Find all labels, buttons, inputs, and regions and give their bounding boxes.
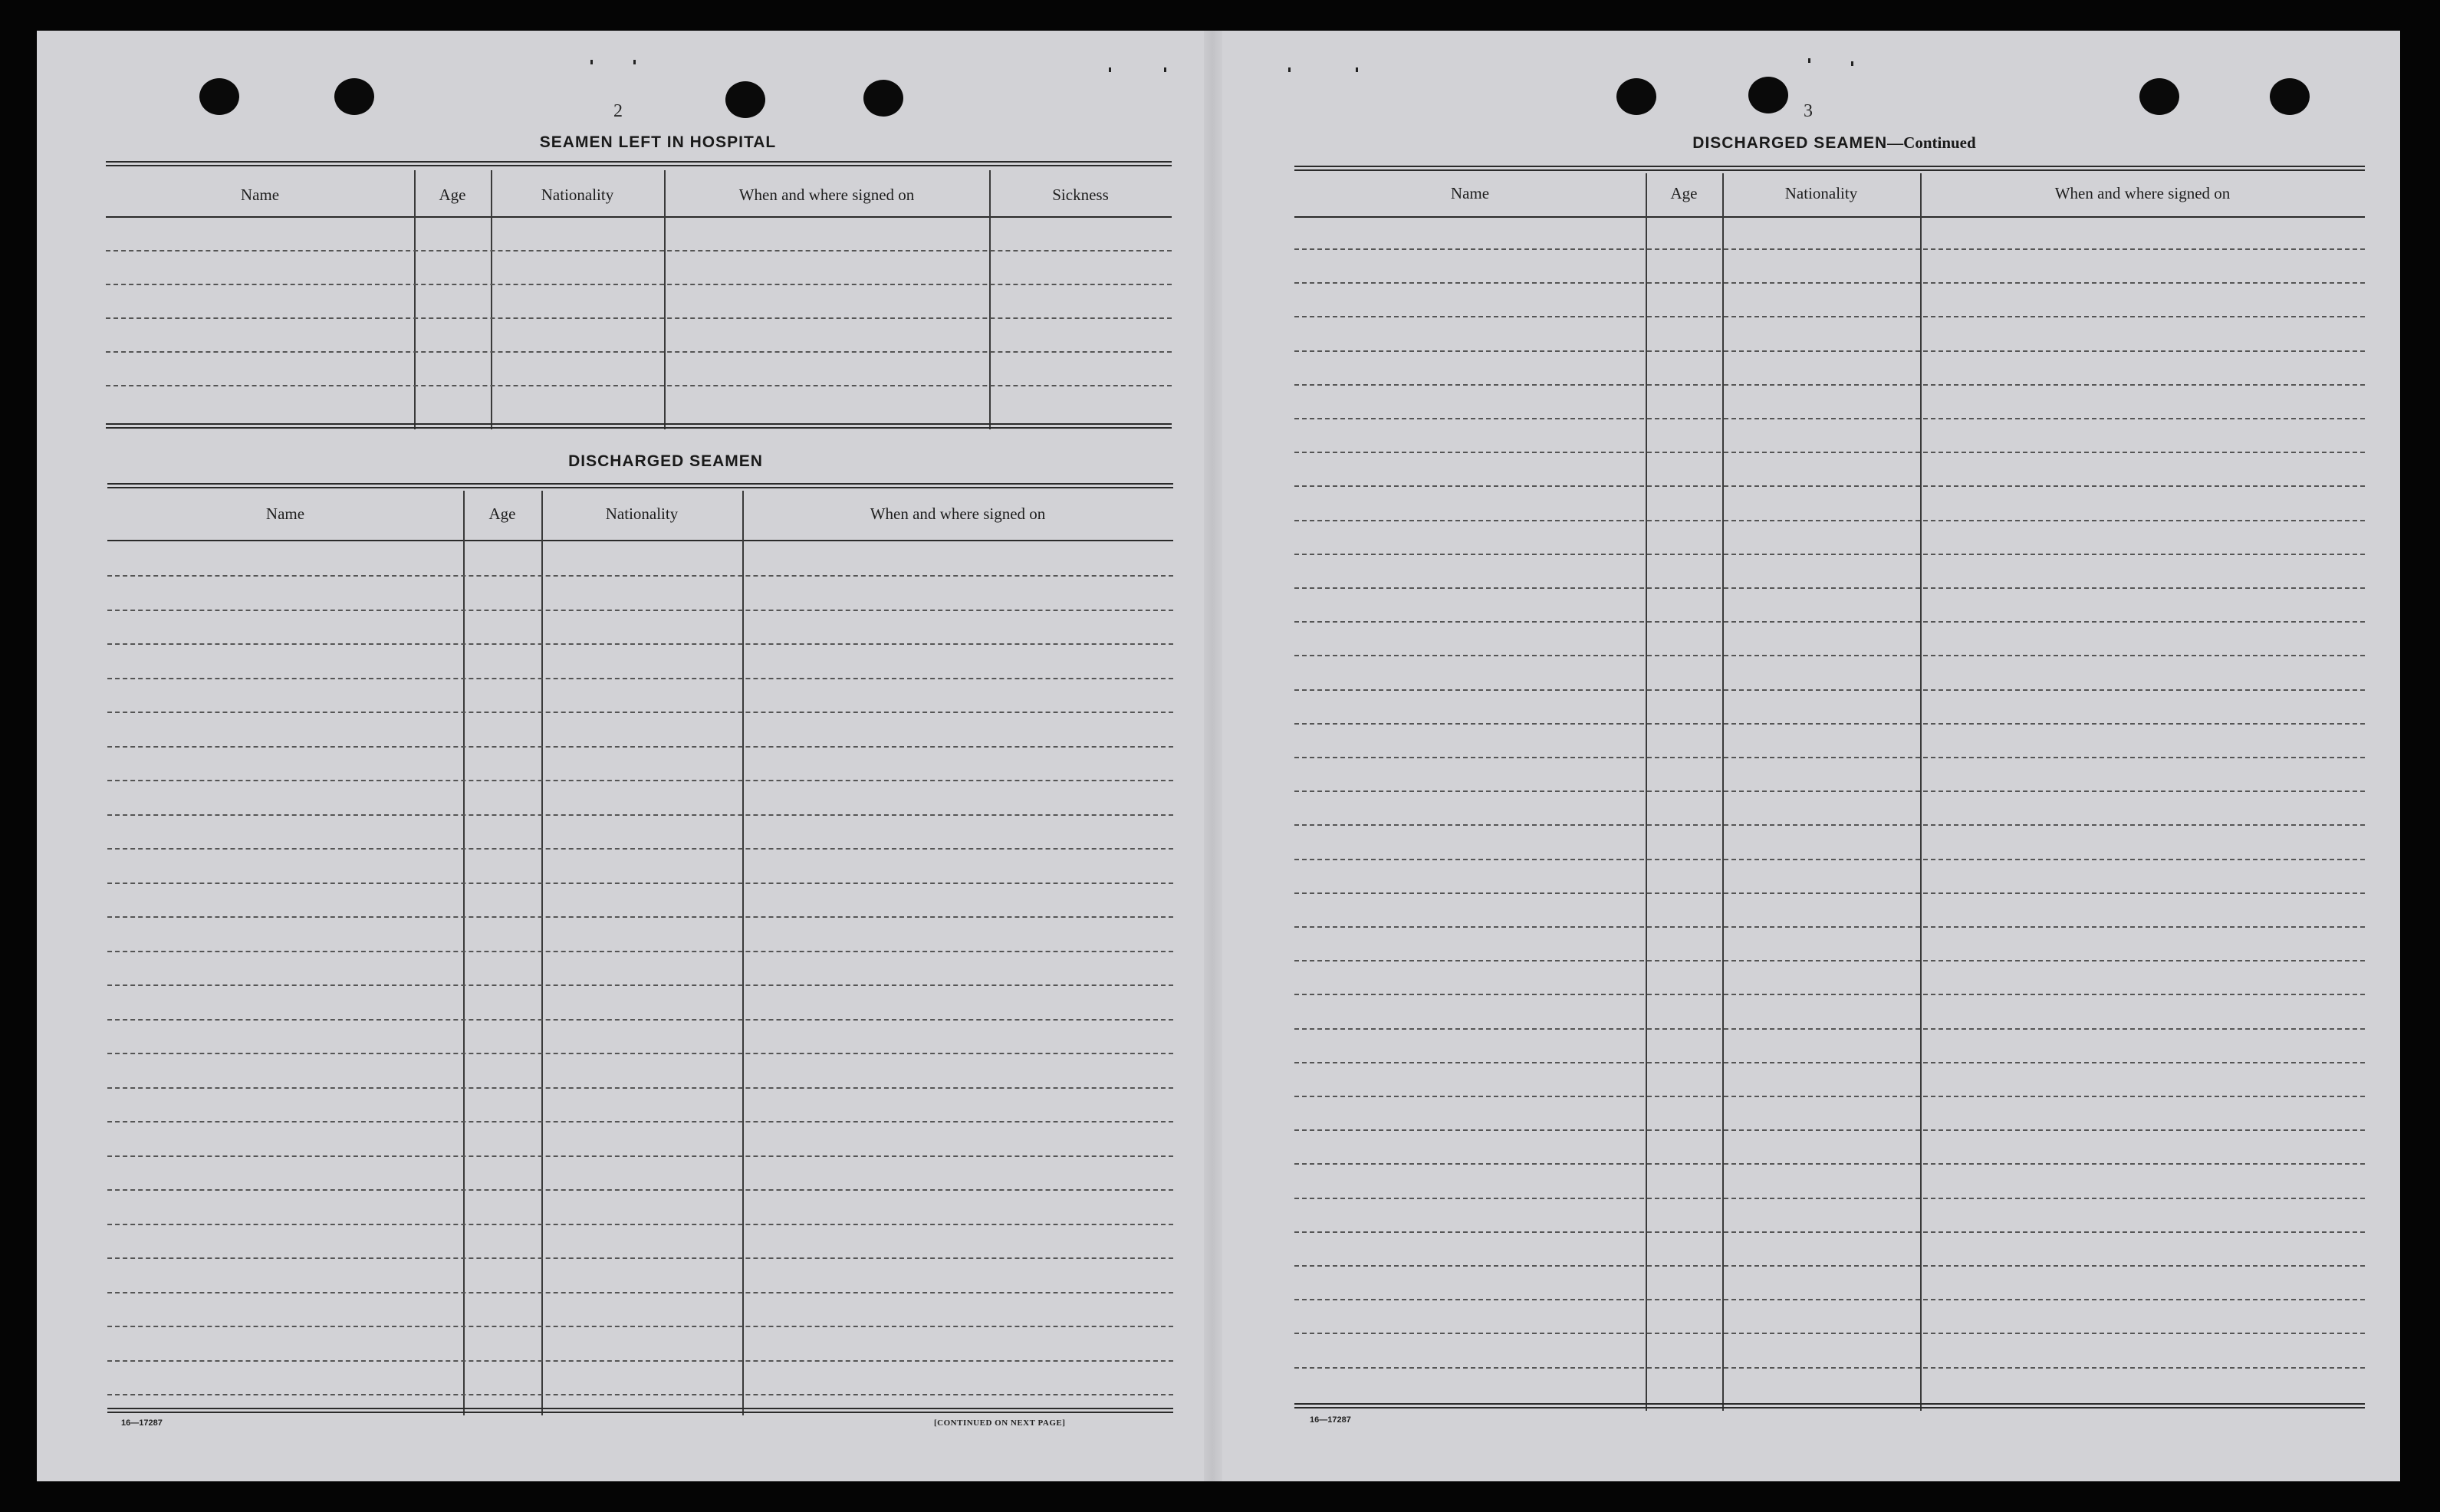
continued-suffix: —Continued <box>1887 133 1976 152</box>
ink-mark <box>1164 67 1166 72</box>
hospital-table <box>106 170 1172 429</box>
table-row <box>1294 452 2365 453</box>
column-header-nationality: Nationality <box>605 505 679 523</box>
table-row <box>107 575 1173 577</box>
table-row <box>1294 350 2365 352</box>
table-row <box>1294 316 2365 317</box>
table-row <box>107 780 1173 781</box>
table-row <box>107 1394 1173 1395</box>
column-header-when-where: When and where signed on <box>2054 184 2231 202</box>
table-row <box>1294 1096 2365 1097</box>
ink-mark <box>1356 67 1358 72</box>
punch-hole <box>2139 78 2179 115</box>
table-row <box>1294 960 2365 961</box>
column-header-when-where: When and where signed on <box>870 505 1046 523</box>
table-row <box>1294 859 2365 860</box>
table-row <box>107 1326 1173 1327</box>
table-row <box>1294 994 2365 995</box>
table-row <box>107 951 1173 952</box>
table-row <box>1294 248 2365 250</box>
punch-hole <box>334 78 374 115</box>
table-row <box>107 746 1173 748</box>
table-row <box>107 984 1173 986</box>
table-row <box>107 883 1173 884</box>
table-row <box>106 385 1172 386</box>
table-row <box>1294 1028 2365 1030</box>
punch-hole <box>1748 77 1788 113</box>
hospital-section-title: SEAMEN LEFT IN HOSPITAL <box>539 133 777 151</box>
table-row <box>1294 282 2365 284</box>
ink-mark <box>1851 61 1853 66</box>
table-row <box>1294 926 2365 928</box>
column-divider <box>491 170 492 429</box>
table-row <box>107 610 1173 611</box>
table-row <box>1294 757 2365 758</box>
table-row <box>107 1257 1173 1259</box>
discharged-top-rule <box>107 483 1173 488</box>
punch-hole <box>199 78 239 115</box>
ink-mark <box>1808 58 1810 63</box>
right-top-rule <box>1294 166 2365 171</box>
punch-hole <box>2270 78 2310 115</box>
table-row <box>107 848 1173 850</box>
table-row <box>107 643 1173 645</box>
table-row <box>1294 1198 2365 1199</box>
ink-mark <box>633 60 636 64</box>
table-row <box>1294 554 2365 555</box>
table-bottom-rule <box>106 423 1172 429</box>
column-divider <box>664 170 666 429</box>
table-row <box>107 1292 1173 1293</box>
column-divider <box>989 170 991 429</box>
table-row <box>106 317 1172 319</box>
table-row <box>107 712 1173 713</box>
column-header-sickness: Sickness <box>1052 186 1109 204</box>
form-number-right: 16—17287 <box>1310 1415 1351 1425</box>
ink-mark <box>1109 67 1111 72</box>
discharged-section-title: DISCHARGED SEAMEN <box>568 452 763 470</box>
table-row <box>1294 621 2365 623</box>
column-divider <box>463 491 465 1415</box>
table-row <box>1294 485 2365 487</box>
table-row <box>1294 418 2365 419</box>
column-header-age: Age <box>488 505 516 523</box>
page-number-left: 2 <box>613 101 623 121</box>
table-row <box>1294 1231 2365 1233</box>
punch-hole <box>725 81 765 118</box>
discharged-continued-title-main: DISCHARGED SEAMEN <box>1692 134 1888 152</box>
table-row <box>1294 587 2365 589</box>
column-divider <box>541 491 543 1415</box>
column-divider <box>742 491 744 1415</box>
page-fold <box>1204 31 1222 1481</box>
table-row <box>1294 1062 2365 1063</box>
column-header-nationality: Nationality <box>541 186 614 204</box>
column-header-nationality: Nationality <box>1784 184 1858 202</box>
table-row <box>107 1121 1173 1122</box>
discharged-continued-table <box>1294 173 2365 1411</box>
column-header-age: Age <box>1670 184 1698 202</box>
table-row <box>106 284 1172 285</box>
table-row <box>1294 1265 2365 1267</box>
table-row <box>106 351 1172 353</box>
form-sheet <box>37 31 2400 1481</box>
table-row <box>107 1087 1173 1089</box>
punch-hole <box>1616 78 1656 115</box>
table-row <box>107 1189 1173 1191</box>
table-row <box>107 678 1173 679</box>
table-row <box>1294 689 2365 691</box>
table-row <box>1294 655 2365 656</box>
discharged-continued-title <box>1290 133 2379 153</box>
table-bottom-rule <box>1294 1403 2365 1408</box>
table-row <box>107 916 1173 918</box>
table-row <box>107 1224 1173 1225</box>
form-number-left: 16—17287 <box>121 1418 163 1428</box>
column-header-age: Age <box>439 186 466 204</box>
table-row <box>107 1019 1173 1021</box>
table-row <box>106 250 1172 251</box>
column-header-name: Name <box>1450 184 1490 202</box>
discharged-table <box>107 491 1173 1415</box>
ink-mark <box>1288 67 1291 72</box>
table-row <box>1294 824 2365 826</box>
table-row <box>1294 1367 2365 1369</box>
table-row <box>1294 384 2365 386</box>
table-row <box>1294 1333 2365 1334</box>
table-row <box>107 814 1173 816</box>
table-row <box>1294 520 2365 521</box>
continued-note: [CONTINUED ON NEXT PAGE] <box>934 1418 1066 1428</box>
column-header-name: Name <box>265 505 305 523</box>
column-divider <box>414 170 416 429</box>
table-row <box>107 1155 1173 1157</box>
table-row <box>107 1360 1173 1362</box>
column-header-name: Name <box>240 186 280 204</box>
table-row <box>1294 723 2365 725</box>
hospital-top-rule <box>106 161 1172 166</box>
table-bottom-rule <box>107 1408 1173 1413</box>
column-header-when-where: When and where signed on <box>738 186 915 204</box>
table-row <box>107 1053 1173 1054</box>
table-row <box>1294 791 2365 792</box>
table-row <box>1294 1163 2365 1165</box>
punch-hole <box>863 80 903 117</box>
page-number-right: 3 <box>1804 101 1813 121</box>
table-row <box>1294 892 2365 894</box>
table-row <box>1294 1299 2365 1300</box>
ink-mark <box>590 60 593 64</box>
table-row <box>1294 1129 2365 1131</box>
